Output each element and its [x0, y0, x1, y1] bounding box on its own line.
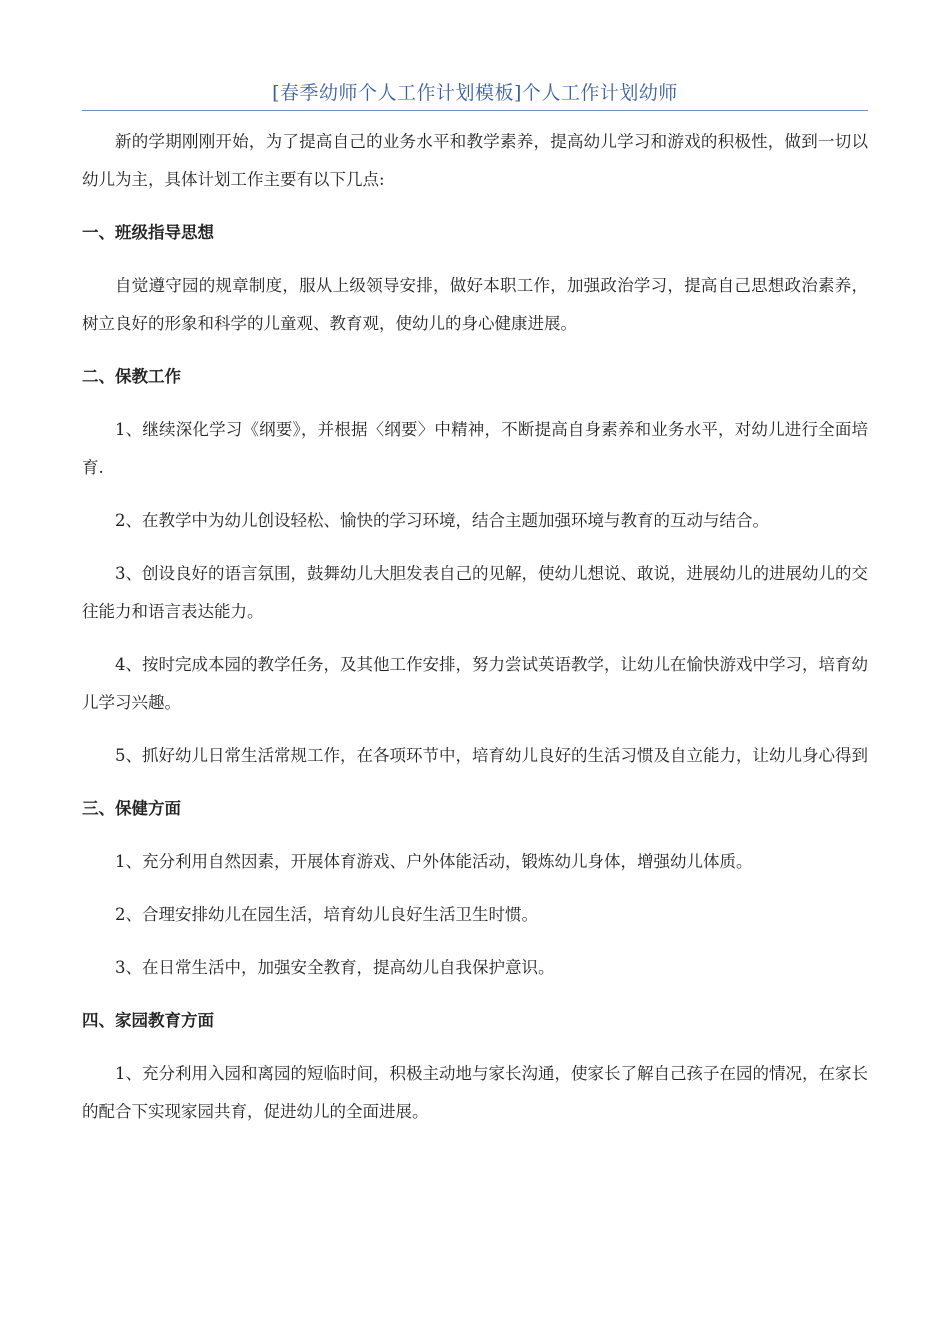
- section-paragraph: 1、充分利用入园和离园的短临时间，积极主动地与家长沟通，使家长了解自己孩子在园的情况，在家长的配合下实现家园共育，促进幼儿的全面进展。: [82, 1064, 868, 1121]
- section-paragraph: 1、充分利用自然因素，开展体育游戏、户外体能活动，锻炼幼儿身体，增强幼儿体质。: [115, 852, 753, 871]
- section-paragraph: 3、在日常生活中，加强安全教育，提高幼儿自我保护意识。: [115, 958, 555, 977]
- section-1: [82, 214, 868, 343]
- section-paragraph: 4、按时完成本园的教学任务，及其他工作安排，努力尝试英语教学，让幼儿在愉快游戏中学习，培育幼儿学习兴趣。: [82, 655, 868, 712]
- section-heading: 一、班级指导思想: [82, 223, 214, 242]
- section-3: [82, 790, 868, 987]
- intro-paragraph: 新的学期刚刚开始，为了提高自己的业务水平和教学素养，提高幼儿学习和游戏的积极性，做到一切以幼儿为主，具体计划工作主要有以下几点:: [82, 132, 868, 189]
- section-heading: 四、家园教育方面: [82, 1011, 214, 1030]
- section-paragraph: 5、抓好幼儿日常生活常规工作，在各项环节中，培育幼儿良好的生活习惯及自立能力，让幼儿身心得到: [115, 746, 868, 765]
- section-paragraph: 3、创设良好的语言氛围，鼓舞幼儿大胆发表自己的见解，使幼儿想说、敢说，进展幼儿的进展幼儿的交往能力和语言表达能力。: [82, 564, 868, 621]
- section-paragraph: 自觉遵守园的规章制度，服从上级领导安排，做好本职工作，加强政治学习，提高自己思想政治素养，树立良好的形象和科学的儿童观、教育观，使幼儿的身心健康进展。: [82, 276, 868, 333]
- section-4: [82, 1002, 868, 1131]
- section-heading: 二、保教工作: [82, 367, 181, 386]
- document-title: [春季幼师个人工作计划模板]个人工作计划幼师: [82, 78, 868, 111]
- document-page: [82, 78, 868, 1131]
- section-2: [82, 358, 868, 775]
- section-heading: 三、保健方面: [82, 799, 181, 818]
- section-paragraph: 1、继续深化学习《纲要》，并根据〈纲要〉中精神，不断提高自身素养和业务水平，对幼儿进行全面培育.: [82, 420, 868, 477]
- section-paragraph: 2、合理安排幼儿在园生活，培育幼儿良好生活卫生时惯。: [115, 905, 538, 924]
- section-paragraph: 2、在教学中为幼儿创设轻松、愉快的学习环境，结合主题加强环境与教育的互动与结合。: [115, 511, 769, 530]
